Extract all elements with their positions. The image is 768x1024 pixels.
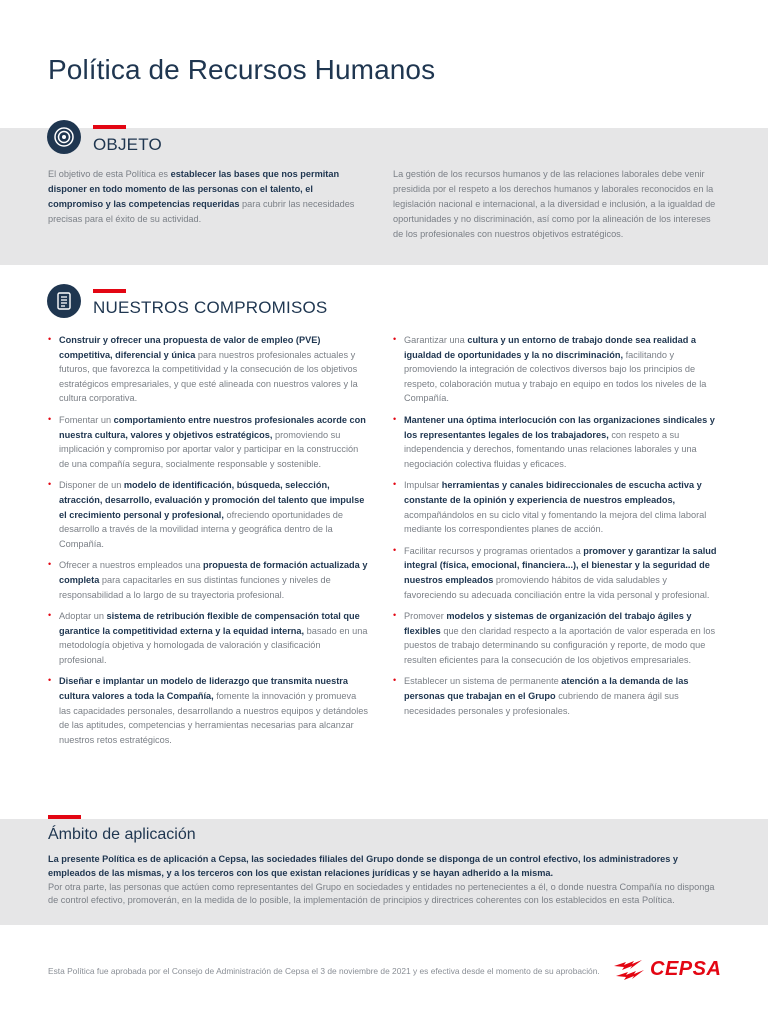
compromisos-right-list	[392, 333, 720, 725]
list-item: • Adoptar un sistema de retribución flexible de compensación total que garantice la competitividad externa y la equidad interna, basado en una metodología objetiva y homologada de valoración y clasificación profesional.	[47, 609, 370, 667]
list-item: • Impulsar herramientas y canales bidireccionales de escucha activa y constante de la opinión y experiencia de nuestros empleados, acompañándolos en su ciclo vital y fomentando la mejora del clima laboral mediante los correspondientes planes de acción.	[392, 478, 720, 536]
list-item: • Disponer de un modelo de identificación, búsqueda, selección, atracción, desarrollo, evaluación y promoción del talento que impulse el crecimiento personal y profesional, ofreciendo oportunidades de desarrollo a través de la movilidad interna y geográfica dentro de la Compañía.	[47, 478, 370, 551]
list-item: • Mantener una óptima interlocución con las organizaciones sindicales y los representantes legales de los trabajadores, con respeto a su independencia y derechos, fomentando unas relaciones laborales y una negociación colectiva fluidas y eficaces.	[392, 413, 720, 471]
objeto-right-paragraph: La gestión de los recursos humanos y de las relaciones laborales debe venir presidida por el respeto a los derechos humanos y laborales reconocidos en la legislación nacional e internacional, a la diversidad e inclusión, a la igualdad de oportunidades y no discriminación, así como por la alineación de los intereses de los profesionales con nuestros objetivos estratégicos.	[393, 169, 716, 239]
list-item: • Fomentar un comportamiento entre nuestros profesionales acorde con nuestra cultura, valores y objetivos estratégicos, promoviendo su implicación y compromiso por aportar valor y participar en la construcción de una compañía segura, socialmente responsable y sostenible.	[47, 413, 370, 471]
list-item: • Garantizar una cultura y un entorno de trabajo donde sea realidad a igualdad de oportunidades y la no discriminación, facilitando y promoviendo la integración de colectivos diversos bajo los principios de respeto, colaboración mutua y trabajo en equipo en todos los niveles de la Compañía.	[392, 333, 720, 406]
objeto-heading: OBJETO	[93, 135, 162, 154]
compromisos-accent-bar	[93, 289, 126, 293]
logo-wordmark: CEPSA	[650, 957, 722, 980]
objeto-accent-bar	[93, 125, 126, 129]
ambito-heading: Ámbito de aplicación	[48, 826, 196, 843]
ambito-bold-paragraph: La presente Política es de aplicación a Cepsa, las sociedades filiales del Grupo donde se disponga de un control efectivo, los administradores y empleados de las mismas, y a los terceros con los que existan relaciones jurídicas y se hayan adherido a la misma.	[48, 854, 679, 878]
cepsa-logo-icon	[612, 956, 646, 982]
list-item: • Ofrecer a nuestros empleados una propuesta de formación actualizada y completa para capacitarles en sus distintas funciones y niveles de responsabilidad a lo largo de su trayectoria profesional.	[47, 558, 370, 602]
ambito-paragraph: Por otra parte, las personas que actúen como representantes del Grupo en sociedades y entidades no pertenecientes a él, o donde nuestra Compañía no disponga de control efectivo, promoverán, en la medida de lo posible, la implementación de principios y directrices coherentes con los establecidos en esta Política.	[48, 882, 715, 905]
list-item: • Facilitar recursos y programas orientados a promover y garantizar la salud integral (física, emocional, financiera...), el bienestar y la seguridad de nuestros empleados promoviendo hábitos de vida saludables y favoreciendo su adecuada conciliación entre la vida personal y profesional.	[392, 544, 720, 602]
list-item: • Diseñar e implantar un modelo de liderazgo que transmita nuestra cultura valores a toda la Compañía, fomente la innovación y promueva las capacidades personales, desarrollando a nuestros equipos y detándoles de las aptitudes, competencias y herramientas necesarias para alcanzar nuestros retos estratégicos.	[47, 674, 370, 747]
target-icon	[47, 120, 81, 154]
compromisos-heading: NUESTROS COMPROMISOS	[93, 298, 328, 317]
objeto-left-paragraph: El objetivo de esta Política es establecer las bases que nos permitan disponer en todo momento de las personas con el talento, el compromiso y las competencias requeridas para cubrir las necesidades precisas para el éxito de su actividad.	[48, 169, 355, 224]
document-list-icon	[47, 284, 81, 318]
compromisos-left-list	[47, 333, 370, 754]
list-item: • Construir y ofrecer una propuesta de valor de empleo (PVE) competitiva, diferencial y única para nuestros profesionales actuales y futuros, que favorezca la competitividad y la consecución de los objetivos estratégicos empresariales, y que esté alineada con nuestros valores y la cultura corporativa.	[47, 333, 370, 406]
list-item: • Promover modelos y sistemas de organización del trabajo ágiles y flexibles que den claridad respecto a la aportación de valor esperada en los puestos de trabajo determinando su configuración y reporte, de modo que resulten eficientes para la consecución de los objetivos empresariales.	[392, 609, 720, 667]
list-item: • Establecer un sistema de permanente atención a la demanda de las personas que trabajan en el Grupo cubriendo de manera ágil sus necesidades personales y profesionales.	[392, 674, 720, 718]
cepsa-logo	[612, 956, 721, 982]
page-title: Política de Recursos Humanos	[48, 54, 436, 85]
approval-note: Esta Política fue aprobada por el Consejo de Administración de Cepsa el 3 de noviembre de 2021 y es efectiva desde el momento de su aprobación.	[48, 966, 600, 976]
